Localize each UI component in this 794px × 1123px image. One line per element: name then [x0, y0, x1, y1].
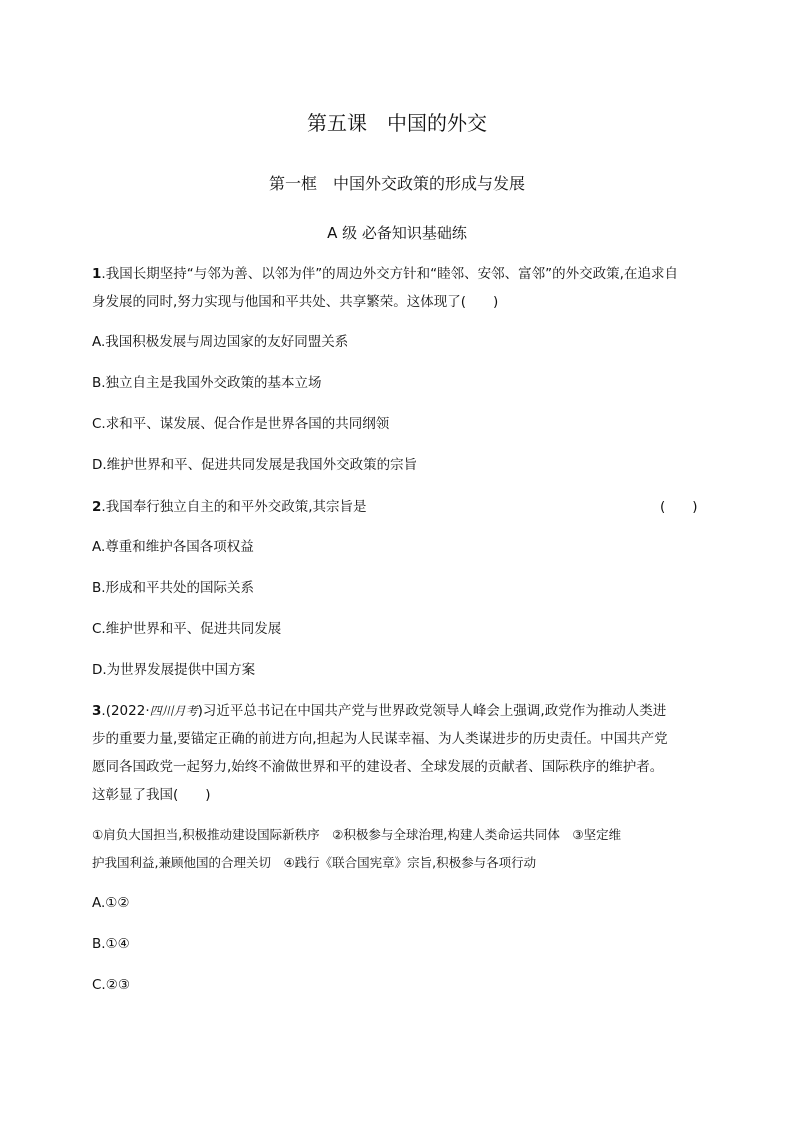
q2-number: 2 [92, 499, 102, 515]
q3-stem-line4: 这彰显了我国( ) [92, 787, 211, 803]
q1-line1 [92, 264, 678, 284]
q1-option-b: B.独立自主是我国外交政策的基本立场 [92, 375, 322, 391]
q3-option-a: A.①② [92, 895, 130, 911]
q2-stem [92, 497, 367, 517]
q2-stem-text: .我国奉行独立自主的和平外交政策,其宗旨是 [101, 499, 367, 515]
q3-option-c: C.②③ [92, 977, 130, 993]
q3-stem-line1: )习近平总书记在中国共产党与世界政党领导人峰会上强调,政党作为推动人类进 [197, 703, 667, 719]
q1-number: 1 [92, 266, 102, 282]
q2-option-c: C.维护世界和平、促进共同发展 [92, 621, 282, 637]
q3-source: 四川月考 [149, 704, 198, 718]
q1-option-c: C.求和平、谋发展、促合作是世界各国的共同纲领 [92, 416, 390, 432]
q2-option-d: D.为世界发展提供中国方案 [92, 662, 256, 678]
q1-stem-line1: .我国长期坚持“与邻为善、以邻为伴”的周边外交方针和“睦邻、安邻、富邻”的外交政策,在追求自 [101, 266, 678, 282]
q1-option-d: D.维护世界和平、促进共同发展是我国外交政策的宗旨 [92, 457, 418, 473]
lesson-title: 第五课 中国的外交 [307, 111, 487, 135]
q1-option-a: A.我国积极发展与周边国家的友好同盟关系 [92, 334, 349, 350]
q2-answer-paren: ( ) [660, 499, 698, 515]
level-title: A 级 必备知识基础练 [327, 224, 467, 242]
q3-stem-line2: 步的重要力量,要锚定正确的前进方向,担起为人民谋幸福、为人类谋进步的历史责任。中国共产党 [92, 731, 668, 747]
section-title: 第一框 中国外交政策的形成与发展 [268, 174, 525, 193]
q3-option-b: B.①④ [92, 936, 130, 952]
q3-statements-line2: 护我国利益,兼顾他国的合理关切 ④践行《联合国宪章》宗旨,积极参与各项行动 [92, 855, 537, 870]
q3-line1 [92, 701, 666, 721]
q2-option-b: B.形成和平共处的国际关系 [92, 580, 255, 596]
q2-option-a: A.尊重和维护各国各项权益 [92, 539, 254, 555]
q3-number: 3 [92, 703, 102, 719]
q3-source-open: .(2022· [101, 703, 150, 719]
q1-stem-line2: 身发展的同时,努力实现与他国和平共处、共享繁荣。这体现了( ) [92, 294, 499, 310]
q3-stem-line3: 愿同各国政党一起努力,始终不渝做世界和平的建设者、全球发展的贡献者、国际秩序的维护者。 [92, 759, 664, 775]
q3-statements-line1: ①肩负大国担当,积极推动建设国际新秩序 ②积极参与全球治理,构建人类命运共同体 ③坚定维 [92, 827, 622, 842]
